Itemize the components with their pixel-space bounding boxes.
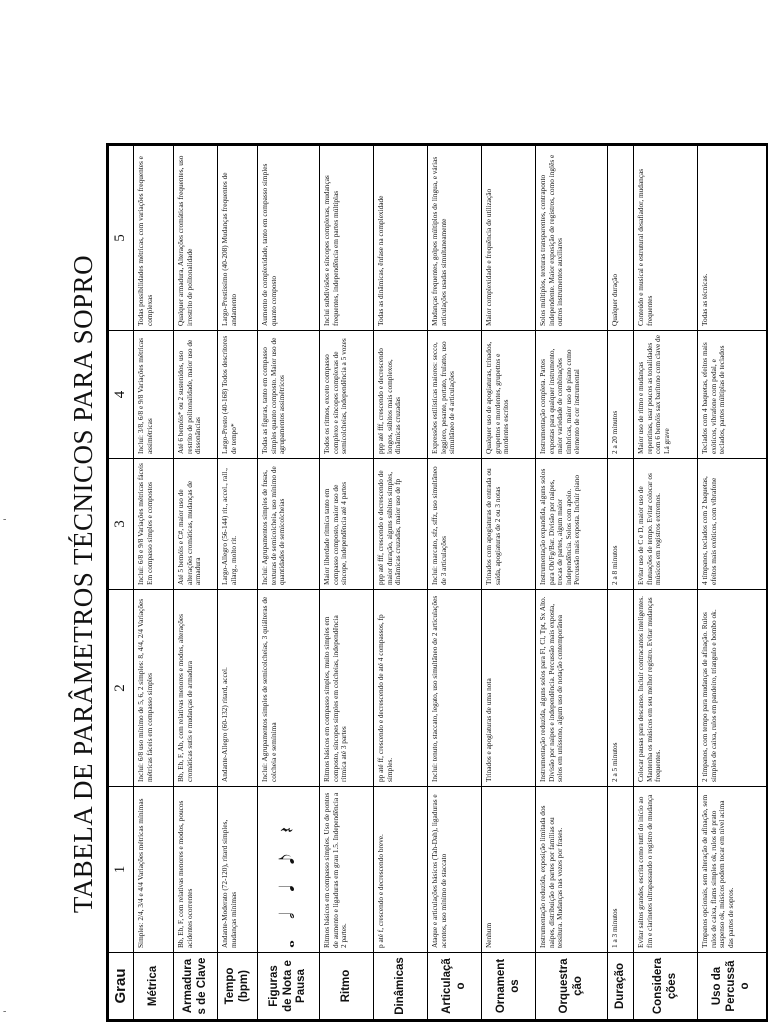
row-label: Considerações: [634, 953, 698, 1021]
table-cell: Andante-Moderato (72-120), ritard simples, mudanças mínimas: [218, 787, 258, 953]
table-cell: Largo-Allegro (56-144) rit., accel., rall., allarg., molto rit.: [218, 459, 258, 590]
table-cell: Instrumentação reduzida, exposição limitada dos naipes, distribuição de partes por famílias ou tessitura. Mudanças nas vozes por frases.: [536, 787, 608, 953]
table-cell: Qualquer duração: [608, 145, 634, 331]
table-cell: Bb, Eb, F, com relativas menores e modos, poucos acidentes ocorrentes: [174, 787, 218, 953]
table-cell: Colocar pausas para descanso. Incluir contracantos inteligentes. Mantenha os músicos em seu melhor registro. Evitar mudanças frequentes.: [634, 590, 698, 787]
table-cell: Até 6 bemóis* ou 2 sustenidos, uso restrito de politonalidade, maior uso de dissonâncias: [174, 331, 218, 459]
table-cell: Maior uso de ritmo e mudanças repentinas, usar poucos as tonalidades com 6 bemóis sax barítono com clave de Lá grave: [634, 331, 698, 459]
level-header-5: 5: [108, 145, 134, 331]
table-cell: Todas as técnicas.: [698, 145, 768, 331]
table-row: [428, 145, 482, 1021]
table-cell: Inclui: 6/8 uso mínimo de 5, 6, 2 simples: 8, 4/4, 2/4 Variações métricas fáceis em compasso simples: [134, 590, 174, 787]
parameters-table: [106, 143, 768, 1022]
table-cell: p até f, crescendo e decrescendo breve.: [374, 787, 428, 953]
row-label: Articulação: [428, 953, 482, 1021]
table-cell: 4 tímpanos, teclados com 2 baquetas, efeitos mais exóticos, com vibrafone: [698, 459, 768, 590]
table-cell: ppp até fff, crescendo e decrescendo de maior duração, alguns súbitos simples, dinâmicas cruzadas, maior uso de fp: [374, 459, 428, 590]
table-cell: Evitar uso de C e D, maior uso de flutuações de tempo. Evitar colocar os músicos em registros extremos.: [634, 459, 698, 590]
table-cell: Todas as dinâmicas, ênfase na complexidade: [374, 145, 428, 331]
table-row: [258, 145, 320, 1021]
table-cell: ppp até fff, crescendo e decrescendo longos, súbitos mais complexos, dinâmicas cruzadas: [374, 331, 428, 459]
level-header-3: 3: [108, 459, 134, 590]
row-label: Figuras de Nota e Pausa: [258, 953, 320, 1021]
table-cell: Tímpanos opcionais, sem alteração de afinação, sem rulos de caixa, flams simples ok, rulos de prato suspenso ok, músicos podem tocar em nível acima das partes de sopros.: [698, 787, 768, 953]
row-label: Dinâmicas: [374, 953, 428, 1021]
table-cell: Trinados e apogiaturas de uma nota: [482, 590, 536, 787]
row-label: Uso da Percussão: [698, 953, 768, 1021]
table-cell: Inclui subdivisões e síncopes complexas, mudanças frequentes, independência em partes múltiplas: [320, 145, 374, 331]
table-cell: Solos múltiplos, texturas transparentes, contraponto independente. Maior exposição de registros, como inglês e outros instrumentos auxiliares: [536, 145, 608, 331]
level-header-2: 2: [108, 590, 134, 787]
table-row: [174, 145, 218, 1021]
table-cell: Mudanças frequentes, golpes múltiplos de língua, e várias articulações usadas simultaneamente: [428, 145, 482, 331]
row-label: Métrica: [134, 953, 174, 1021]
table-row: [320, 145, 374, 1021]
table-row: [608, 145, 634, 1021]
table-cell: Aumento de complexidade, tanto em compasso simples quanto composto: [258, 145, 320, 331]
table-row: [218, 145, 258, 1021]
table-cell: 2 a 8 minutos: [608, 459, 634, 590]
level-header-4: 4: [108, 331, 134, 459]
table-cell: Nenhum: [482, 787, 536, 953]
table-cell: Instrumentação completa. Partes expostas para qualquer instrumento, maior variedade de combinações tímbricas, maior uso de piano como elemento de cor instrumental: [536, 331, 608, 459]
table-cell: Inclui: 6/8 e 9/8 Variações métricas fáceis Em compasso simples e compostos: [134, 459, 174, 590]
table-cell: Qualquer armadura, Alterações cromáticas frequentes, uso irrestrito de politonalidade: [174, 145, 218, 331]
table-cell: 2 a 20 minutos: [608, 331, 634, 459]
table-cell: Inclui: tenuto, staccato, legato, uso simultâneo de 2 articulações: [428, 590, 482, 787]
table-cell: Ritmos básicos em compasso simples, muito simples em composto, síncopes simples em colcheias, independência rítmica até 3 partes: [320, 590, 374, 787]
stray-mark-bottom: -: [3, 1006, 7, 1017]
row-label: Orquestração: [536, 953, 608, 1021]
page-title: TABELA DE PARÂMETROS TÉCNICOS PARA SOPRO: [68, 254, 98, 914]
table-cell: pp até ff, crescendo e decrescendo de até 4 compassos, fp simples.: [374, 590, 428, 787]
table-cell: Até 5 bemóis e C#, maior uso de alterações cromáticas, mudanças de armadura: [174, 459, 218, 590]
table-cell: Ritmos básicos em compasso simples. Uso de pontos de aumento e ligaduras em grau 1.5. Independência a 2 partes.: [320, 787, 374, 953]
note-figures-icon: 𝅝 𝅗𝅥 𝅘𝅥 𝅘𝅥𝅮 𝄽: [276, 818, 299, 948]
note-figures-cell: [258, 787, 320, 953]
table-row: [698, 145, 768, 1021]
table-cell: Largo-Prestíssimo (40-208) Mudanças frequentes de andamento: [218, 145, 258, 331]
level-header-1: 1: [108, 787, 134, 953]
table-cell: 2 tímpanos, com tempo para mudanças de afinação. Rulos simples de caixa, rulos em pandeiro, triangulo e bombo ok.: [698, 590, 768, 787]
table-cell: Todas as figuras, tanto em compasso simples quanto composto. Maior uso de agrupamentos assimétricos: [258, 331, 320, 459]
table-row: [634, 145, 698, 1021]
table-cell: Maior liberdade rítmica tanto em compasso composto, maior uso de síncope, independência até 4 partes: [320, 459, 374, 590]
parameter-sheet: [60, 146, 751, 1022]
table-cell: Inclui: 3/8, 6/8 e 9/8 Variações métricas assimétricas: [134, 331, 174, 459]
row-label: Tempo (bpm): [218, 953, 258, 1021]
stray-mark-top: -: [3, 514, 7, 525]
row-label: Duração: [608, 953, 634, 1021]
table-cell: Todas possibilidades métricas, com variações frequentes e complexas: [134, 145, 174, 331]
table-cell: Evitar saltos grandes, escrita como tutti do início ao fim e clarinetes ultrapassando o registro de mudança: [634, 787, 698, 953]
table-cell: 1 a 3 minutos: [608, 787, 634, 953]
table-row: [374, 145, 428, 1021]
header-row: [108, 145, 134, 1021]
table-cell: Ataque e articulações básicos (Tah-Dah), ligaduras e acentos, uso mínimo de staccato: [428, 787, 482, 953]
table-row: [536, 145, 608, 1021]
table-cell: Bb, Eb, F, Ab, com relativas menores e modos, alterações cromáticas sutis e mudanças de armadura: [174, 590, 218, 787]
table-cell: Inclui: marcato, sfz, sffz, uso simultâneo de 3 articulações: [428, 459, 482, 590]
table-cell: Andante-Allegro (60-132) ritard, accel.: [218, 590, 258, 787]
table-cell: Conteúdo e musical e estrutural desafiador, mudanças frequentes: [634, 145, 698, 331]
row-label: Ornamentos: [482, 953, 536, 1021]
table-cell: Trinados com apogiaturas de entrada ou saída, apogiaturas de 2 ou 3 notas: [482, 459, 536, 590]
table-cell: Inclui: Agrupamentos simples de semicolcheias, 3 quiálteras de colcheia e semínima: [258, 590, 320, 787]
table-cell: Instrumentação reduzida, alguns solos para Fl, Cl, Tpt, Sx Alto. Divisão por naipes e independência. Percussão mais exposta, solos em uníssono, algum uso de notação contemporânea: [536, 590, 608, 787]
table-cell: Inclui: Agrupamentos simples de fusas, texturas de semicolcheia, uso mínimo de quantidades de semicolcheias: [258, 459, 320, 590]
table-cell: Simples: 2/4, 3/4 e 4/4 Variações métricas mínimas: [134, 787, 174, 953]
table-row: [134, 145, 174, 1021]
table-cell: Maior complexidade e frequência de utilização: [482, 145, 536, 331]
row-label: Armaduras de Clave: [174, 953, 218, 1021]
grau-header: Grau: [108, 953, 134, 1021]
table-cell: Teclados com 4 baquetas, efeitos mais exóticos, vibrafone com pedal, e teclados, partes múltiplas de teclados: [698, 331, 768, 459]
table-cell: Instrumentação expandida, alguns solos para Ob/Fg/Bar. Divisão por naipes, trocas de partes, algum maior independência. Solos com apoio. Percussão mais exposta. Incluir piano: [536, 459, 608, 590]
table-cell: Todos os ritmos, exceto compasso complexo e síncopes complexas de semicolcheias, independência a 5 vozes: [320, 331, 374, 459]
table-cell: Largo-Presto (40-168) Todos descritores de tempo*: [218, 331, 258, 459]
table-cell: Expressões estilísticas maiores: secco, leggiero, pesante, portato, frulatto, uso simultâneo de 4 articulações: [428, 331, 482, 459]
table-row: [482, 145, 536, 1021]
table-cell: 2 a 5 minutos: [608, 590, 634, 787]
table-cell: Qualquer uso de apogiaturas, trinados, grupettos e mordentes, grupettos e mordentes escritos: [482, 331, 536, 459]
row-label: Ritmo: [320, 953, 374, 1021]
